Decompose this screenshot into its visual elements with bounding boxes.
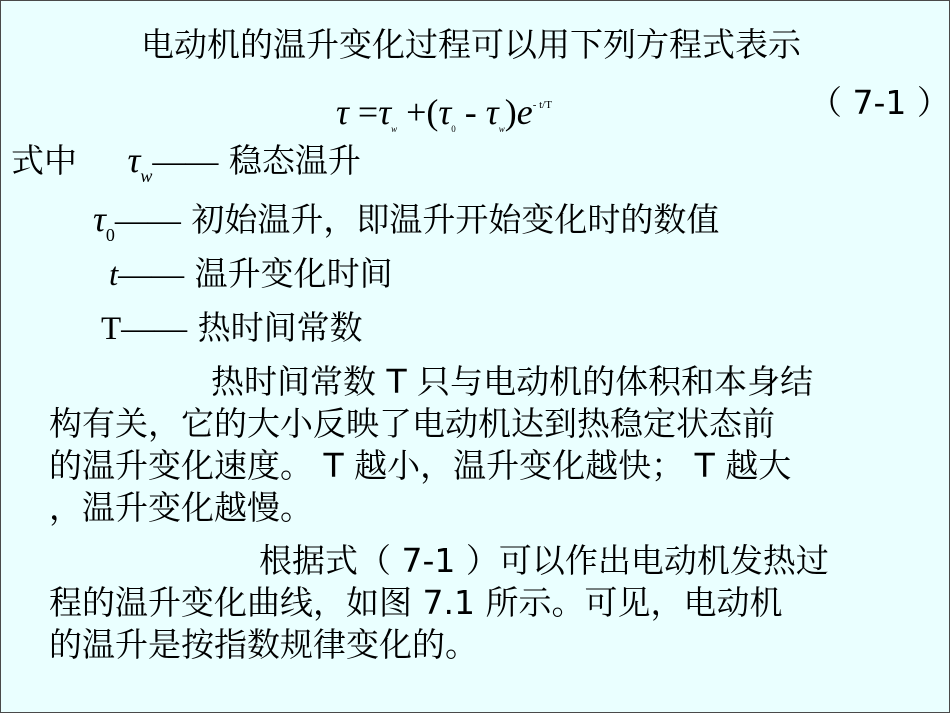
- paragraph1-line: 热时间常数 T 只与电动机的体积和本身结: [211, 362, 814, 401]
- intro-text: 电动机的温升变化过程可以用下列方程式表示: [141, 25, 801, 64]
- def-symbol-tau: τ: [127, 140, 141, 180]
- eq-equals: =: [357, 92, 379, 132]
- eq-sub-w2: w: [498, 124, 505, 134]
- paragraph1-line: 构有关，它的大小反映了电动机达到热稳定状态前: [49, 404, 775, 443]
- paragraph1-line: ，温升变化越慢。: [49, 488, 313, 527]
- eq-exponent: - t/T: [532, 99, 552, 111]
- equation-number: （ 7-1 ）: [809, 83, 950, 122]
- eq-minus: -: [464, 92, 477, 132]
- def-dash: ——: [118, 257, 185, 293]
- def-dash: ——: [152, 144, 219, 180]
- equation: [336, 85, 552, 149]
- eq-tau: τ: [336, 92, 349, 132]
- paragraph2-line: 根据式（ 7-1 ）可以作出电动机发热过: [259, 541, 829, 580]
- eq-sub-0: 0: [451, 124, 456, 134]
- paragraph2-line: 程的温升变化曲线，如图 7.1 所示。可见，电动机: [49, 583, 783, 622]
- def-sub-0: 0: [105, 225, 115, 245]
- def-text: 热时间常数: [187, 308, 363, 347]
- where-label: 式中: [11, 141, 77, 180]
- paragraph2-line: 的温升是按指数规律变化的。: [49, 625, 478, 664]
- def-sub-w: w: [140, 166, 153, 186]
- paragraph1-line: 的温升变化速度。 T 越小，温升变化越快； T 越大: [49, 446, 792, 485]
- eq-plus-paren: +(: [406, 92, 439, 132]
- eq-sub-w: w: [391, 124, 398, 134]
- definition-row-0: [93, 199, 719, 255]
- def-dash: ——: [121, 311, 188, 347]
- definition-row-T: [101, 308, 363, 349]
- def-symbol-t: t: [109, 257, 119, 293]
- eq-close-paren: ): [504, 92, 517, 132]
- eq-tau-w2: τ: [485, 92, 499, 132]
- eq-tau-0: τ: [438, 92, 452, 132]
- eq-e: e: [516, 92, 533, 132]
- def-symbol-tau0: τ: [93, 199, 106, 239]
- definition-row-t: [109, 254, 393, 295]
- definition-row-w: [11, 140, 361, 196]
- def-text: 稳态温升: [218, 141, 361, 180]
- def-symbol-T: T: [101, 311, 122, 347]
- def-text: 温升变化时间: [184, 254, 393, 293]
- eq-tau-w: τ: [378, 92, 392, 132]
- def-text: 初始温升，即温升开始变化时的数值: [180, 200, 720, 239]
- def-dash: ——: [114, 203, 181, 239]
